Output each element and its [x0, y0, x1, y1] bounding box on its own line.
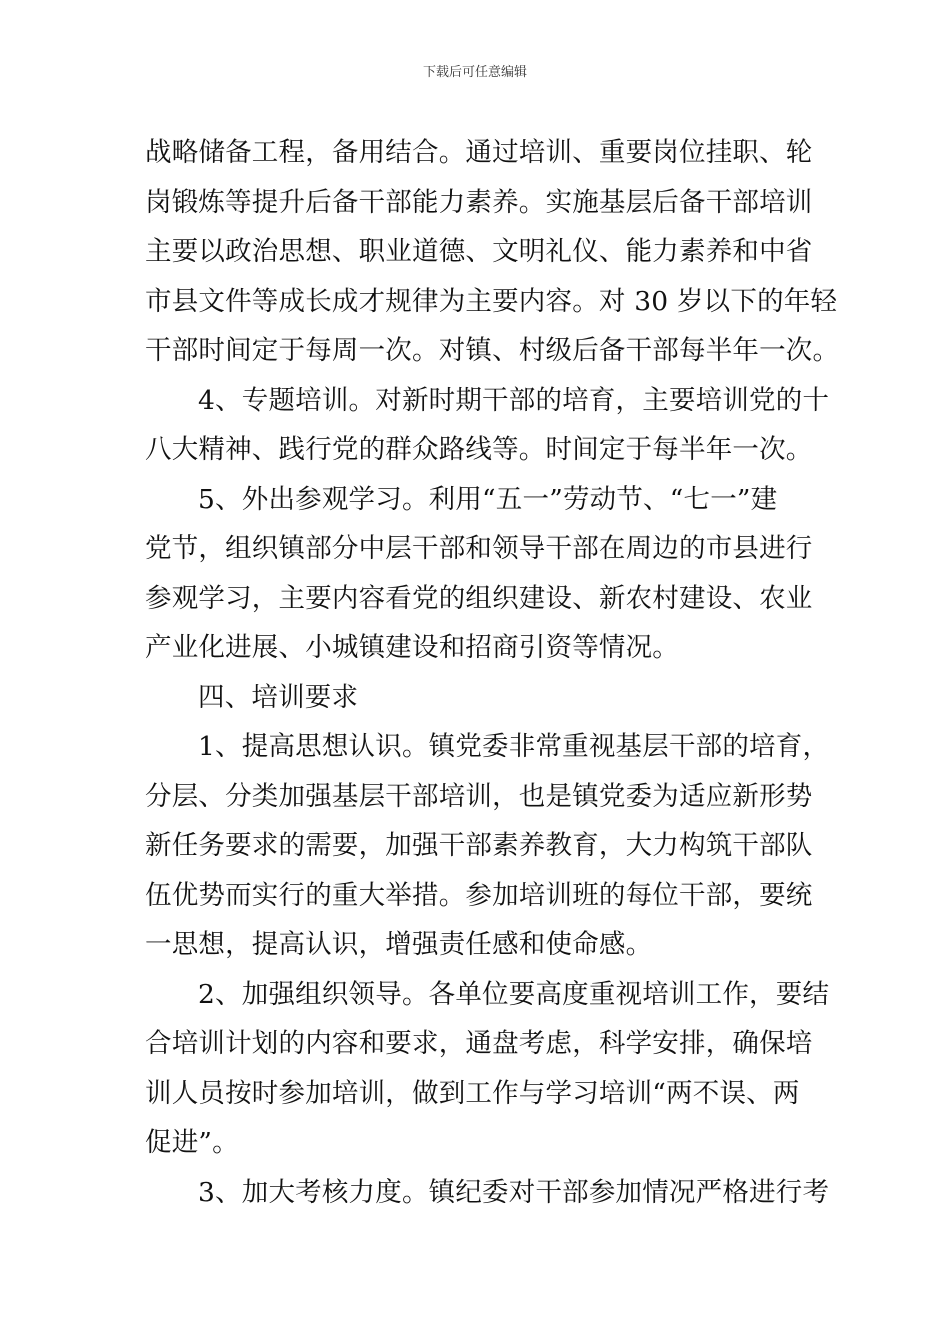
paragraph-start-line: 2、加强组织领导。各单位要高度重视培训工作，要结	[198, 978, 830, 1010]
text-line: 伍优势而实行的重大举措。参加培训班的每位干部，要统	[145, 879, 813, 911]
page-header-note: 下载后可任意编辑	[422, 65, 527, 80]
section-heading: 四、培训要求	[198, 681, 359, 713]
text-line: 产业化进展、小城镇建设和招商引资等情况。	[145, 632, 679, 663]
text-line: 分层、分类加强基层干部培训，也是镇党委为适应新形势	[145, 780, 813, 812]
text-line: 参观学习，主要内容看党的组织建设、新农村建设、农业	[145, 582, 813, 614]
text-line: 战略储备工程，备用结合。通过培训、重要岗位挂职、轮	[145, 137, 813, 168]
text-line: 促进”。	[145, 1127, 239, 1158]
paragraph-start-line: 3、加大考核力度。镇纪委对干部参加情况严格进行考	[198, 1176, 830, 1208]
text-line: 党节，组织镇部分中层干部和领导干部在周边的市县进行	[145, 533, 813, 564]
paragraph-start-line: 1、提高思想认识。镇党委非常重视基层干部的培育，	[198, 731, 830, 762]
text-line: 市县文件等成长成才规律为主要内容。对 30 岁以下的年轻	[145, 285, 838, 317]
text-line: 岗锻炼等提升后备干部能力素养。实施基层后备干部培训	[145, 186, 813, 218]
text-line: 训人员按时参加培训，做到工作与学习培训“两不误、两	[145, 1077, 800, 1109]
text-line: 八大精神、践行党的群众路线等。时间定于每半年一次。	[145, 434, 813, 465]
paragraph-start-line: 4、专题培训。对新时期干部的培育，主要培训党的十	[198, 384, 830, 416]
paragraph-start-line: 5、外出参观学习。利用“五一”劳动节、“七一”建	[198, 483, 778, 515]
text-line: 合培训计划的内容和要求，通盘考虑，科学安排，确保培	[145, 1028, 813, 1059]
text-line: 一思想，提高认识，增强责任感和使命感。	[145, 929, 653, 960]
document-body	[145, 128, 840, 1217]
text-line: 新任务要求的需要，加强干部素养教育，大力构筑干部队	[145, 830, 813, 861]
text-line: 干部时间定于每周一次。对镇、村级后备干部每半年一次。	[145, 335, 840, 366]
text-line: 主要以政治思想、职业道德、文明礼仪、能力素养和中省	[145, 236, 813, 267]
